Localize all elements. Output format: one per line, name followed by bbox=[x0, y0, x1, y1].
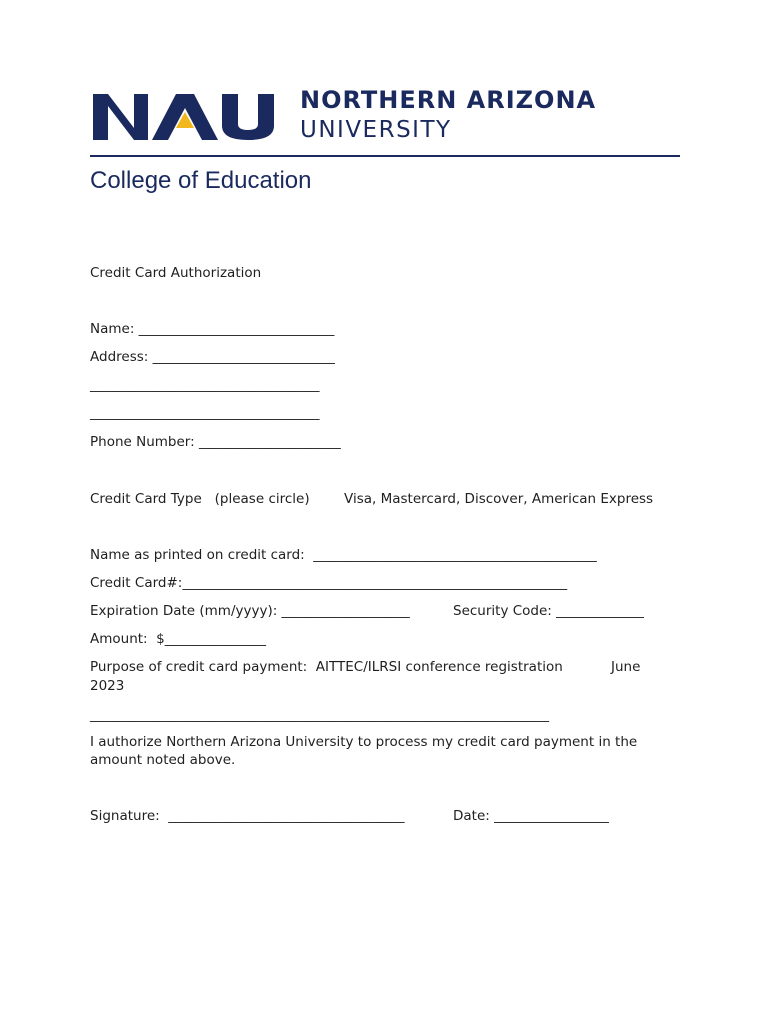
authorization-statement: I authorize Northern Arizona University to process my credit card payment in the amount noted above. bbox=[90, 734, 638, 768]
purpose-year: 2023 bbox=[90, 678, 125, 694]
address-line-2[interactable]: __________________________________ bbox=[90, 377, 320, 393]
amount-field[interactable]: Amount: $_______________ bbox=[90, 631, 267, 647]
security-code-field[interactable]: Security Code: _____________ bbox=[453, 603, 644, 619]
purpose-month: June bbox=[611, 659, 641, 675]
signature-field[interactable]: Signature: ___________________________________ bbox=[90, 808, 405, 824]
card-number-field[interactable]: Credit Card#:_________________________________________________________ bbox=[90, 575, 568, 591]
purpose-blank-line[interactable]: ____________________________________________________________________ bbox=[90, 707, 549, 723]
phone-field[interactable]: Phone Number: _____________________ bbox=[90, 434, 341, 450]
svg-text:NAU: NAU bbox=[90, 88, 93, 89]
form-title: Credit Card Authorization bbox=[90, 265, 262, 281]
university-name-line-2: UNIVERSITY bbox=[300, 117, 452, 143]
card-type-label: Credit Card Type (please circle) bbox=[90, 491, 310, 507]
date-field[interactable]: Date: _________________ bbox=[453, 808, 609, 824]
address-line-3[interactable]: __________________________________ bbox=[90, 405, 320, 421]
nau-monogram bbox=[90, 88, 290, 148]
header-divider bbox=[90, 155, 680, 157]
college-name: College of Education bbox=[90, 167, 312, 194]
card-type-options[interactable]: Visa, Mastercard, Discover, American Express bbox=[344, 491, 654, 507]
address-field[interactable]: Address: ___________________________ bbox=[90, 349, 335, 365]
expiration-date-field[interactable]: Expiration Date (mm/yyyy): ___________________ bbox=[90, 603, 410, 619]
purpose-label: Purpose of credit card payment: AITTEC/ILRSI conference registration bbox=[90, 659, 563, 675]
name-field[interactable]: Name: _____________________________ bbox=[90, 321, 335, 337]
name-on-card-field[interactable]: Name as printed on credit card: __________________________________________ bbox=[90, 547, 597, 563]
university-name-line-1: NORTHERN ARIZONA bbox=[300, 86, 597, 114]
